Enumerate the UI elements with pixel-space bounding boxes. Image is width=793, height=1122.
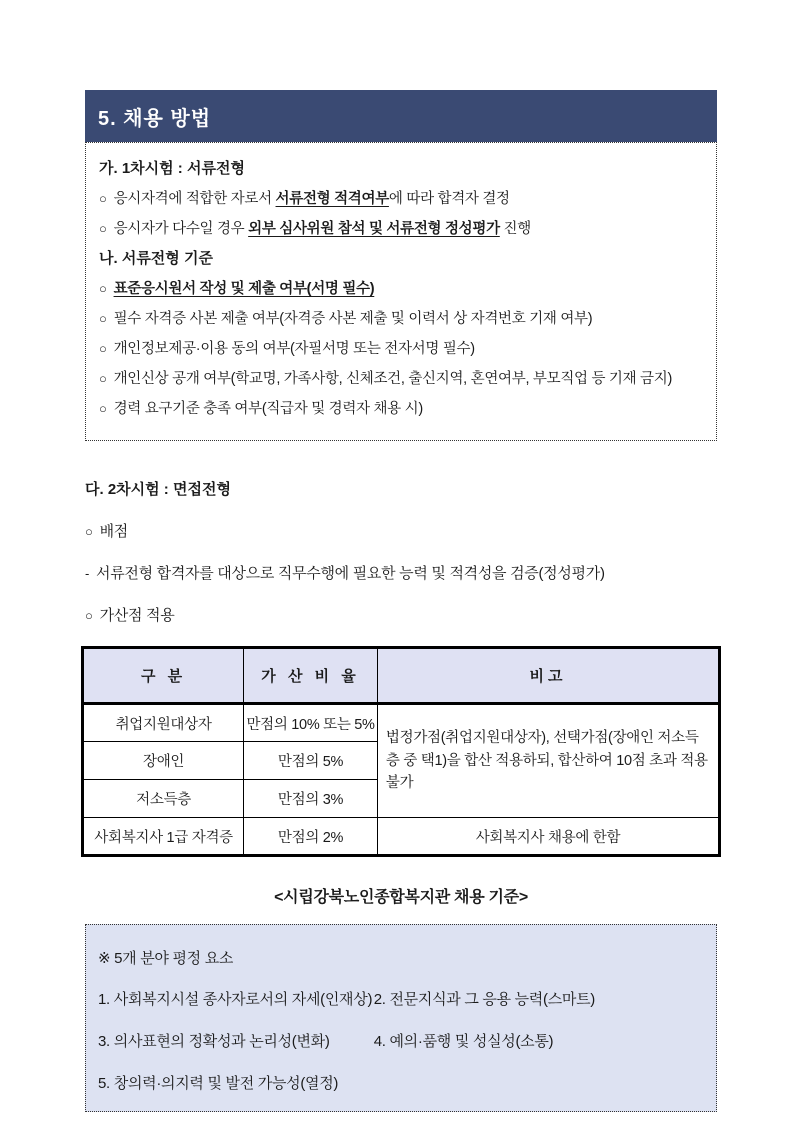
list-item-emphasis: 서류전형 적격여부 (275, 191, 389, 207)
dash-bullet: - (85, 566, 90, 581)
table-header-ratio: 가 산 비 율 (244, 648, 378, 704)
table-header-category: 구 분 (83, 648, 244, 704)
list-item (85, 562, 717, 583)
list-item-text: 배점 (99, 523, 128, 540)
document-content (85, 90, 717, 1112)
circle-bullet: ○ (99, 341, 107, 356)
list-item (85, 520, 717, 541)
table-header-row (83, 648, 720, 704)
criteria-grid (98, 988, 704, 1093)
list-item-text: 가산점 적용 (99, 607, 175, 624)
list-item (99, 337, 703, 358)
second-exam-heading: 다. 2차시험 : 면접전형 (85, 481, 231, 498)
list-item-text: 서류전형 합격자를 대상으로 직무수행에 필요한 능력 및 적격성을 검증(정성평가) (96, 565, 605, 582)
circle-bullet: ○ (99, 281, 107, 296)
list-item-text: 응시자격에 적합한 자로서 (113, 191, 276, 207)
list-item (99, 307, 703, 328)
first-exam-heading: 가. 1차시험 : 서류전형 (99, 160, 245, 177)
list-item-emphasis: 표준응시원서 작성 및 제출 여부(서명 필수) (113, 281, 375, 297)
list-item-text: 개인정보제공·이용 동의 여부(자필서명 또는 전자서명 필수) (113, 341, 475, 357)
list-item (99, 187, 703, 208)
list-item-text: 필수 자격증 사본 제출 여부(자격증 사본 제출 및 이력서 상 자격번호 기재 여부) (113, 311, 593, 327)
criteria-item: 3. 의사표현의 정확성과 논리성(변화) (98, 1033, 330, 1050)
table-header-note: 비고 (377, 648, 719, 704)
circle-bullet: ○ (99, 191, 107, 206)
table-row (83, 818, 720, 856)
category-cell: 취업지원대상자 (83, 704, 244, 742)
criteria-item: 5. 창의력·의지력 및 발전 가능성(열정) (98, 1075, 339, 1092)
merged-note-cell: 법정가점(취업지원대상자), 선택가점(장애인 저소득층 중 택1)을 합산 적용하되, 합산하여 10점 초과 적용 불가 (377, 704, 719, 818)
list-item (99, 217, 703, 238)
list-item (99, 397, 703, 418)
category-cell: 사회복지사 1급 자격증 (83, 818, 244, 856)
list-item (85, 604, 717, 625)
screening-criteria-heading: 나. 서류전형 기준 (99, 250, 213, 267)
criteria-item: 2. 전문지식과 그 응용 능력(스마트) (373, 991, 595, 1008)
list-item-text: 경력 요구기준 충족 여부(직급자 및 경력자 채용 시) (113, 401, 423, 417)
ratio-cell: 만점의 2% (244, 818, 378, 856)
list-item-emphasis: 외부 심사위원 참석 및 서류전형 정성평가 (248, 221, 500, 237)
first-exam-box (85, 142, 717, 441)
list-item (99, 277, 703, 298)
criteria-item: 1. 사회복지시설 종사자로서의 자세(인재상) (98, 991, 373, 1008)
bonus-points-table (81, 646, 721, 857)
section-banner-title: 5. 채용 방법 (98, 107, 212, 130)
table-row (83, 704, 720, 742)
circle-bullet: ○ (99, 401, 107, 416)
list-item-text: 진행 (499, 221, 531, 237)
category-cell: 저소득층 (83, 780, 244, 818)
evaluation-criteria-panel (85, 924, 717, 1112)
list-item-text: 응시자가 다수일 경우 (113, 221, 249, 237)
criteria-title: <시립강북노인종합복지관 채용 기준> (274, 889, 528, 906)
ratio-cell: 만점의 5% (244, 742, 378, 780)
note-cell: 사회복지사 채용에 한함 (377, 818, 719, 856)
panel-heading: ※ 5개 분야 평정 요소 (98, 950, 234, 967)
category-cell: 장애인 (83, 742, 244, 780)
circle-bullet: ○ (99, 221, 107, 236)
list-item (99, 367, 703, 388)
list-item-text: 에 따라 합격자 결정 (388, 191, 510, 207)
ratio-cell: 만점의 3% (244, 780, 378, 818)
ratio-cell: 만점의 10% 또는 5% (244, 704, 378, 742)
circle-bullet: ○ (85, 524, 93, 539)
circle-bullet: ○ (99, 371, 107, 386)
circle-bullet: ○ (85, 608, 93, 623)
list-item-text: 개인신상 공개 여부(학교명, 가족사항, 신체조건, 출신지역, 혼연여부, 부모직업 등 기재 금지) (113, 371, 672, 387)
circle-bullet: ○ (99, 311, 107, 326)
criteria-item: 4. 예의·품행 및 성실성(소통) (373, 1033, 554, 1050)
second-exam-section (85, 478, 717, 625)
section-banner (85, 90, 717, 142)
